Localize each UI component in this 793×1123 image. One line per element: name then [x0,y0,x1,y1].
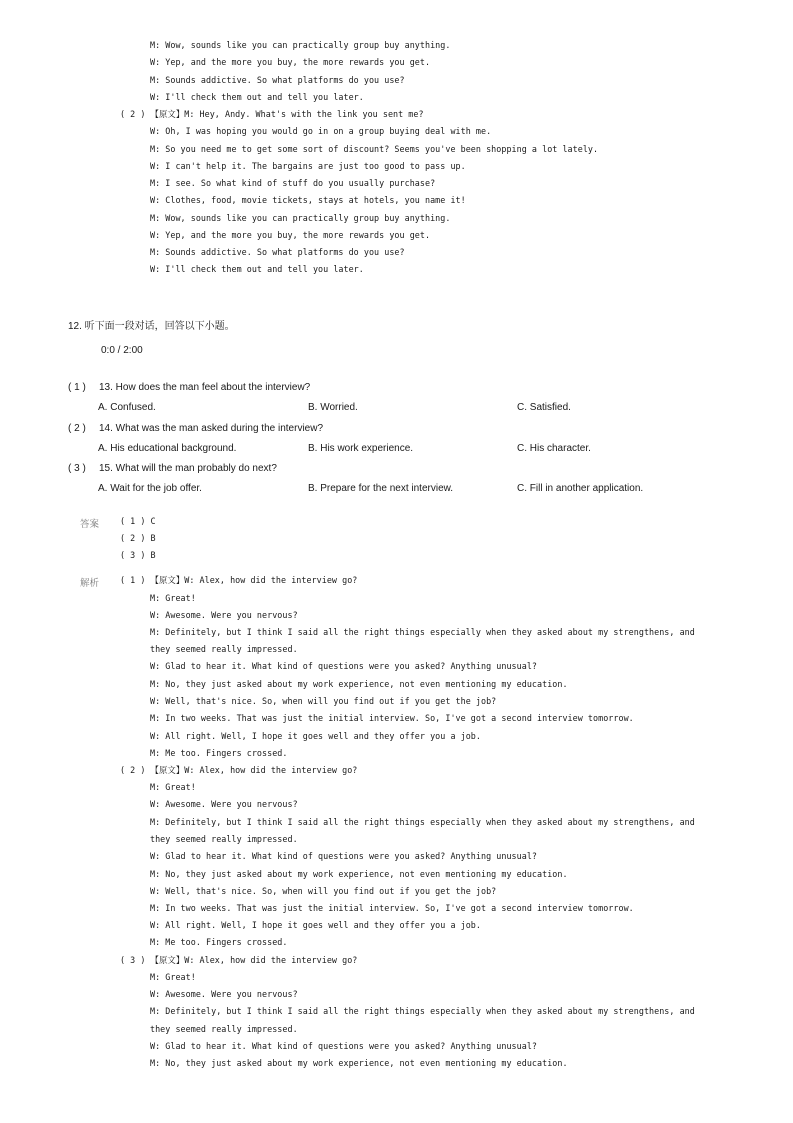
transcript-line: W: Well, that's nice. So, when will you find out if you get the job? [150,886,497,896]
answer-item: ( 3 ) B [120,550,156,560]
option-c[interactable]: C. Fill in another application. [517,483,644,494]
transcript-label: ( 2 ) 【原文】W: Alex, how did the interview go? [120,765,358,775]
dialogue-line: W: I'll check them out and tell you later. [150,92,364,102]
dialogue-line: M: Sounds addictive. So what platforms do you use? [150,75,405,85]
transcript-line: W: Glad to hear it. What kind of questions were you asked? Anything unusual? [150,851,538,861]
option-c[interactable]: C. His character. [517,443,591,454]
option-b[interactable]: B. Worried. [308,402,358,413]
transcript-label: ( 1 ) 【原文】W: Alex, how did the interview go? [120,575,358,585]
transcript-line: M: In two weeks. That was just the initial interview. So, I've got a second interview tomorrow. [150,903,634,913]
transcript-line: M: Great! [150,782,196,792]
option-c[interactable]: C. Satisfied. [517,402,571,413]
transcript-line: W: All right. Well, I hope it goes well and they offer you a job. [150,731,481,741]
dialogue-line: M: Wow, sounds like you can practically group buy anything. [150,213,451,223]
question-text: 15. What will the man probably do next? [99,463,277,474]
transcript-line: M: No, they just asked about my work experience, not even mentioning my education. [150,869,568,879]
transcript-line: M: No, they just asked about my work experience, not even mentioning my education. [150,1058,568,1068]
option-a[interactable]: A. Wait for the job offer. [98,483,202,494]
dialogue-line: W: Yep, and the more you buy, the more rewards you get. [150,230,431,240]
transcript-line: M: Great! [150,972,196,982]
transcript-line: M: Me too. Fingers crossed. [150,937,288,947]
question-text: 13. How does the man feel about the interview? [99,382,311,393]
transcript-line: W: Awesome. Were you nervous? [150,989,298,999]
transcript-line: M: Definitely, but I think I said all the right things especially when they asked about my strengthens, and [150,1006,695,1016]
dialogue-line: M: I see. So what kind of stuff do you usually purchase? [150,178,436,188]
dialogue-line: M: Wow, sounds like you can practically group buy anything. [150,40,451,50]
dialogue-line: W: I'll check them out and tell you later. [150,264,364,274]
dialogue-line: W: Clothes, food, movie tickets, stays at hotels, you name it! [150,195,466,205]
transcript-line: M: No, they just asked about my work experience, not even mentioning my education. [150,679,568,689]
transcript-line: W: Well, that's nice. So, when will you find out if you get the job? [150,696,497,706]
question-number: ( 3 ) [68,463,86,474]
transcript-line: W: All right. Well, I hope it goes well and they offer you a job. [150,920,481,930]
item-2-original-label: ( 2 ) 【原文】M: Hey, Andy. What's with the link you sent me? [120,109,424,119]
transcript-line: M: In two weeks. That was just the initial interview. So, I've got a second interview tomorrow. [150,713,634,723]
transcript-line: they seemed really impressed. [150,834,298,844]
transcript-label: ( 3 ) 【原文】W: Alex, how did the interview go? [120,955,358,965]
transcript-line: W: Glad to hear it. What kind of questions were you asked? Anything unusual? [150,1041,538,1051]
transcript-line: M: Definitely, but I think I said all the right things especially when they asked about my strengthens, and [150,627,695,637]
answer-item: ( 2 ) B [120,533,156,543]
question-text: 14. What was the man asked during the interview? [99,423,324,434]
transcript-line: W: Awesome. Were you nervous? [150,610,298,620]
transcript-line: M: Me too. Fingers crossed. [150,748,288,758]
option-a[interactable]: A. Confused. [98,402,156,413]
transcript-line: M: Definitely, but I think I said all the right things especially when they asked about my strengthens, and [150,817,695,827]
question-heading: 12. 听下面一段对话，回答以下小题。 [68,321,235,332]
option-b[interactable]: B. Prepare for the next interview. [308,483,454,494]
transcript-line: W: Glad to hear it. What kind of questions were you asked? Anything unusual? [150,661,538,671]
dialogue-line: W: Yep, and the more you buy, the more rewards you get. [150,57,431,67]
analysis-label: 解析 [80,578,100,589]
answer-label: 答案 [80,519,100,530]
question-number: ( 1 ) [68,382,86,393]
answer-item: ( 1 ) C [120,516,156,526]
transcript-line: M: Great! [150,593,196,603]
transcript-line: they seemed really impressed. [150,1024,298,1034]
dialogue-line: M: So you need me to get some sort of discount? Seems you've been shopping a lot lately. [150,144,599,154]
option-b[interactable]: B. His work experience. [308,443,414,454]
transcript-line: they seemed really impressed. [150,644,298,654]
dialogue-line: M: Sounds addictive. So what platforms do you use? [150,247,405,257]
question-number: ( 2 ) [68,423,86,434]
audio-player-time[interactable]: 0:0 / 2:00 [101,345,143,356]
transcript-line: W: Awesome. Were you nervous? [150,799,298,809]
dialogue-line: W: I can't help it. The bargains are just too good to pass up. [150,161,466,171]
option-a[interactable]: A. His educational background. [98,443,237,454]
dialogue-line: W: Oh, I was hoping you would go in on a group buying deal with me. [150,126,492,136]
